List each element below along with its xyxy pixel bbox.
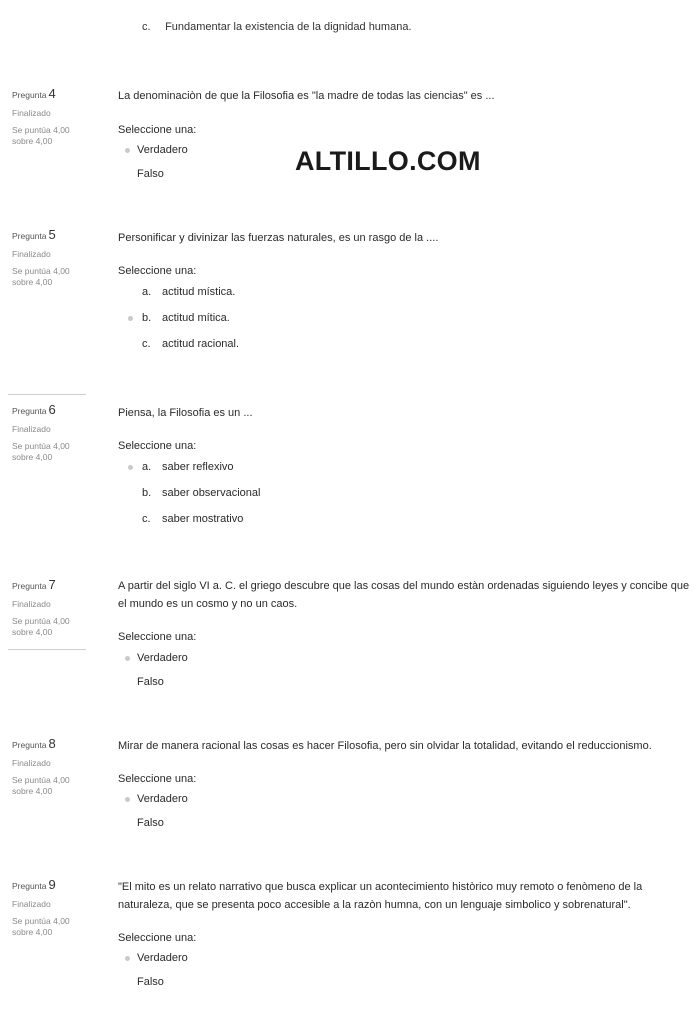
question-text: Mirar de manera racional las cosas es hacer Filosofia, pero sin olvidar la totalidad, evitando el reduccionismo. <box>118 740 652 752</box>
answer-text: Falso <box>137 676 164 688</box>
answer-text: Falso <box>137 168 164 180</box>
question-grade-line1: Se puntúa 4,00 <box>12 775 70 786</box>
select-one-prompt: Seleccione una: <box>118 932 197 944</box>
option-letter: b. <box>142 312 152 324</box>
question-label: Pregunta <box>12 740 47 750</box>
question-state: Finalizado <box>12 898 51 909</box>
question-text: La denominaciòn de que la Filosofia es "la madre de todas las ciencias" es ... <box>118 90 495 102</box>
answer-option-a[interactable] <box>128 461 234 473</box>
option-text: Fundamentar la existencia de la dignidad humana. <box>165 21 412 33</box>
question-state: Finalizado <box>12 757 51 768</box>
option-letter: c. <box>142 338 151 350</box>
answer-option-c[interactable] <box>142 513 243 525</box>
question-label: Pregunta <box>12 90 47 100</box>
answer-falso[interactable] <box>137 817 164 829</box>
answer-text: saber mostrativo <box>162 513 244 525</box>
radio-selected-icon[interactable] <box>125 148 130 153</box>
question-info <box>12 85 92 148</box>
radio-selected-icon[interactable] <box>125 797 130 802</box>
sidebar-divider <box>8 394 86 395</box>
question-info <box>12 576 92 639</box>
answer-option-c[interactable] <box>142 338 239 350</box>
question-grade-line2: sobre 4,00 <box>12 786 53 797</box>
question-grade-line1: Se puntúa 4,00 <box>12 616 70 627</box>
question-number: 8 <box>48 736 56 751</box>
option-letter: b. <box>142 487 152 499</box>
select-one-prompt: Seleccione una: <box>118 124 197 136</box>
answer-text: Verdadero <box>137 652 188 664</box>
question-grade-line2: sobre 4,00 <box>12 627 53 638</box>
question-grade-line2: sobre 4,00 <box>12 277 53 288</box>
watermark-logo: ALTILLO.COM <box>295 146 481 176</box>
option-letter: c. <box>142 513 151 525</box>
answer-verdadero[interactable] <box>125 144 188 156</box>
option-letter: a. <box>142 286 152 298</box>
answer-text: actitud racional. <box>162 338 240 350</box>
answer-text: saber observacional <box>162 487 261 499</box>
question-grade-line1: Se puntúa 4,00 <box>12 125 70 136</box>
answer-text: Verdadero <box>137 144 188 156</box>
select-one-prompt: Seleccione una: <box>118 631 197 643</box>
answer-verdadero[interactable] <box>125 793 188 805</box>
question-state: Finalizado <box>12 423 51 434</box>
question-text: A partir del siglo VI a. C. el griego descubre que las cosas del mundo estàn ordenadas siguiendo leyes y concibe que el mundo es un cosmo y no un caos. <box>118 580 690 610</box>
select-one-prompt: Seleccione una: <box>118 773 197 785</box>
radio-selected-icon[interactable] <box>128 316 133 321</box>
radio-selected-icon[interactable] <box>128 465 133 470</box>
answer-text: Verdadero <box>137 793 188 805</box>
question-number: 6 <box>48 402 56 417</box>
question-grade-line2: sobre 4,00 <box>12 136 53 147</box>
select-one-prompt: Seleccione una: <box>118 265 197 277</box>
answer-verdadero[interactable] <box>125 652 188 664</box>
question-state: Finalizado <box>12 248 51 259</box>
answer-falso[interactable] <box>137 676 164 688</box>
question-info <box>12 226 92 289</box>
question-grade-line1: Se puntúa 4,00 <box>12 266 70 277</box>
question-number: 5 <box>48 227 56 242</box>
answer-text: actitud mística. <box>162 286 236 298</box>
answer-text: saber reflexivo <box>162 461 234 473</box>
question-grade-line1: Se puntúa 4,00 <box>12 441 70 452</box>
question-text: Piensa, la Filosofia es un ... <box>118 407 253 419</box>
question-text: Personificar y divinizar las fuerzas naturales, es un rasgo de la .... <box>118 232 439 244</box>
answer-option-b[interactable] <box>128 312 230 324</box>
answer-text: actitud mítica. <box>162 312 230 324</box>
question-number: 7 <box>48 577 56 592</box>
question-text: "El mito es un relato narrativo que busca explicar un acontecimiento històrico muy remoto o fenòmeno de la naturaleza, que se presenta poco accesible a la razòn humna, con un lenguaje simbolico y sobrenatural". <box>118 881 643 911</box>
question-label: Pregunta <box>12 881 47 891</box>
option-letter: a. <box>142 461 152 473</box>
answer-text: Falso <box>137 976 164 988</box>
question-info <box>12 401 92 464</box>
question-label: Pregunta <box>12 406 47 416</box>
question-label: Pregunta <box>12 231 47 241</box>
answer-text: Falso <box>137 817 164 829</box>
answer-text: Verdadero <box>137 952 188 964</box>
question-grade-line2: sobre 4,00 <box>12 452 53 463</box>
question-info <box>12 735 92 798</box>
radio-selected-icon[interactable] <box>125 656 130 661</box>
option-letter: c. <box>142 21 151 33</box>
question-info <box>12 876 92 939</box>
answer-option-a[interactable] <box>142 286 235 298</box>
answer-option-b[interactable] <box>142 487 260 499</box>
radio-selected-icon[interactable] <box>125 956 130 961</box>
sidebar-divider <box>8 649 86 650</box>
answer-verdadero[interactable] <box>125 952 188 964</box>
select-one-prompt: Seleccione una: <box>118 440 197 452</box>
answer-falso[interactable] <box>137 168 164 180</box>
question-state: Finalizado <box>12 107 51 118</box>
answer-falso[interactable] <box>137 976 164 988</box>
question-label: Pregunta <box>12 581 47 591</box>
question-state: Finalizado <box>12 598 51 609</box>
previous-question-option-c[interactable] <box>142 21 412 33</box>
question-number: 9 <box>48 877 56 892</box>
question-grade-line1: Se puntúa 4,00 <box>12 916 70 927</box>
question-grade-line2: sobre 4,00 <box>12 927 53 938</box>
question-number: 4 <box>48 86 56 101</box>
